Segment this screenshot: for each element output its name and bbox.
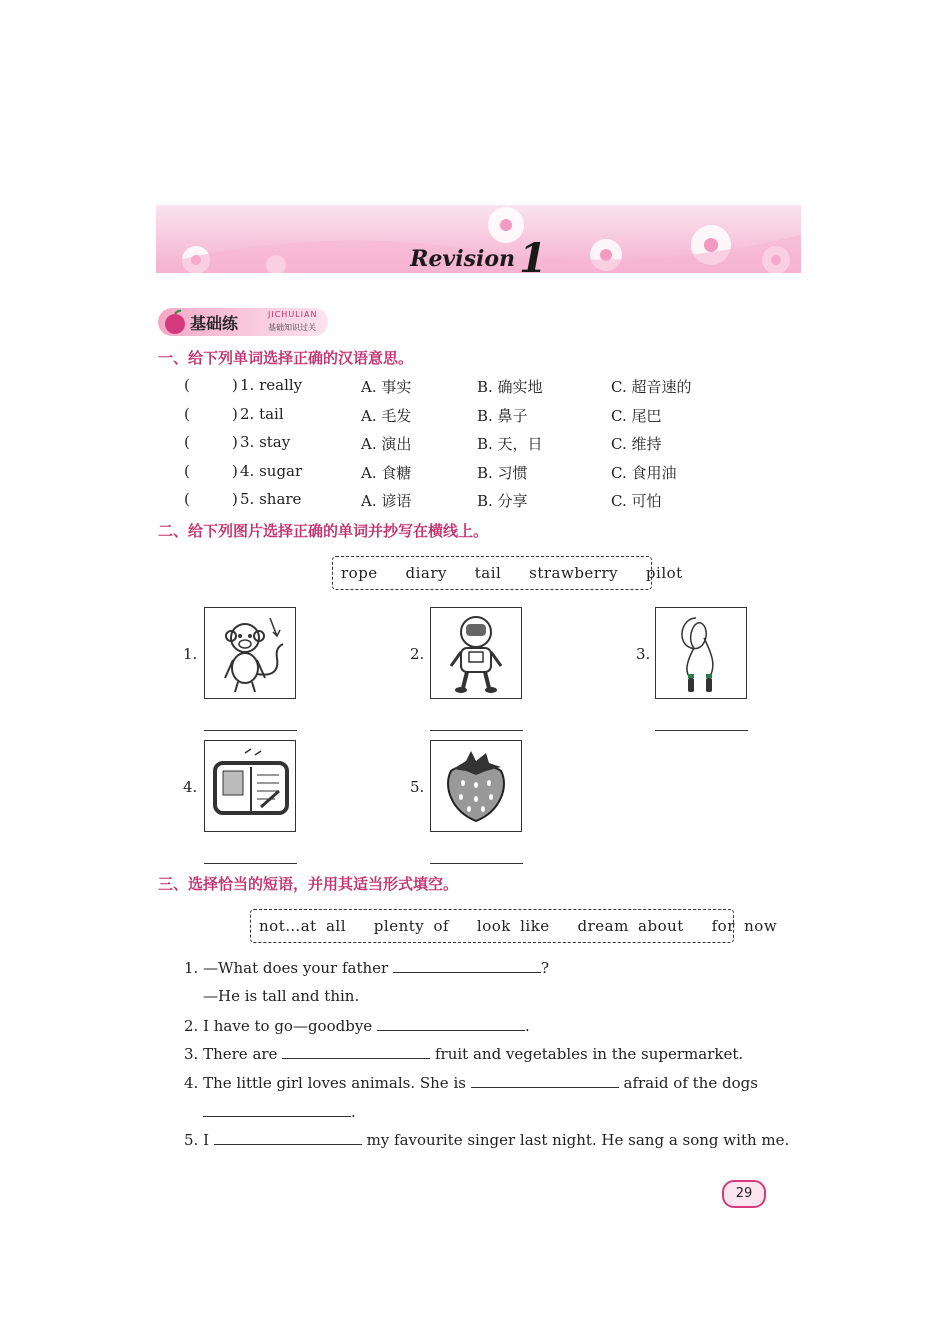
question-text: afraid of the dogs bbox=[623, 1074, 758, 1092]
question-word: 2. tail bbox=[240, 405, 284, 423]
question-text: ? bbox=[541, 959, 550, 977]
apple-icon bbox=[162, 309, 188, 335]
question-1-reply: —He is tall and thin. bbox=[203, 987, 360, 1005]
section1-title: 一、给下列单词选择正确的汉语意思。 bbox=[158, 349, 414, 367]
list-item bbox=[0, 462, 950, 486]
revision-title bbox=[156, 235, 801, 273]
astronaut-pilot-icon bbox=[431, 608, 521, 698]
answer-line[interactable] bbox=[393, 958, 541, 973]
question-text: fruit and vegetables in the supermarket. bbox=[435, 1045, 744, 1063]
question-2 bbox=[184, 1016, 530, 1035]
question-text: 2. I have to go—goodbye bbox=[184, 1017, 373, 1035]
word-bank-text: rope diary tail strawberry pilot bbox=[341, 564, 683, 582]
list-item bbox=[0, 405, 950, 429]
question-4 bbox=[184, 1073, 758, 1092]
option-c: C. 食用油 bbox=[611, 464, 677, 482]
option-c: C. 超音速的 bbox=[611, 378, 692, 396]
question-text: . bbox=[351, 1103, 356, 1121]
answer-paren-close: ) bbox=[232, 490, 238, 508]
question-1 bbox=[184, 958, 549, 977]
option-c: C. 尾巴 bbox=[611, 407, 662, 425]
answer-paren-close: ) bbox=[232, 376, 238, 394]
answer-paren-open: ( bbox=[184, 376, 190, 394]
revision-title-text: Revision bbox=[410, 246, 515, 272]
phrase-bank-text: not…at all plenty of look like dream about for now bbox=[259, 917, 778, 935]
answer-line[interactable] bbox=[471, 1073, 619, 1088]
question-text: my favourite singer last night. He sang a song with me. bbox=[366, 1131, 790, 1149]
phrase-bank-box bbox=[250, 909, 778, 943]
question-3 bbox=[184, 1044, 743, 1063]
answer-paren-close: ) bbox=[232, 433, 238, 451]
option-a: A. 演出 bbox=[361, 435, 412, 453]
picture-number: 4. bbox=[183, 778, 198, 796]
answer-line[interactable] bbox=[430, 730, 523, 731]
jump-rope-icon bbox=[656, 608, 746, 698]
section2-title: 二、给下列图片选择正确的单词并抄写在横线上。 bbox=[158, 522, 489, 540]
option-c: C. 可怕 bbox=[611, 492, 662, 510]
strawberry-icon bbox=[431, 741, 521, 831]
answer-line[interactable] bbox=[430, 863, 523, 864]
option-b: B. 鼻子 bbox=[477, 407, 528, 425]
picture-box bbox=[430, 740, 522, 832]
picture-box bbox=[655, 607, 747, 699]
diary-book-icon bbox=[205, 741, 295, 831]
answer-paren-open: ( bbox=[184, 490, 190, 508]
question-word: 5. share bbox=[240, 490, 302, 508]
question-word: 3. stay bbox=[240, 433, 291, 451]
list-item bbox=[0, 376, 950, 400]
picture-box bbox=[430, 607, 522, 699]
list-item bbox=[0, 490, 950, 514]
revision-banner bbox=[156, 205, 801, 273]
section-badge bbox=[158, 308, 328, 336]
badge-pinyin: JICHULIAN bbox=[268, 310, 318, 319]
option-b: B. 天，日 bbox=[477, 435, 543, 453]
question-4-continued bbox=[203, 1102, 356, 1121]
answer-line[interactable] bbox=[282, 1044, 430, 1059]
option-b: B. 习惯 bbox=[477, 464, 528, 482]
answer-paren-open: ( bbox=[184, 405, 190, 423]
option-a: A. 谚语 bbox=[361, 492, 412, 510]
picture-number: 1. bbox=[183, 645, 198, 663]
question-word: 1. really bbox=[240, 376, 303, 394]
answer-line[interactable] bbox=[204, 730, 297, 731]
answer-paren-open: ( bbox=[184, 462, 190, 480]
answer-line[interactable] bbox=[203, 1102, 351, 1117]
revision-number: 1 bbox=[519, 235, 547, 273]
page-number: 29 bbox=[722, 1180, 766, 1208]
question-text: . bbox=[524, 1017, 530, 1035]
question-text: 3. There are bbox=[184, 1045, 278, 1063]
question-text: 4. The little girl loves animals. She is bbox=[184, 1074, 466, 1092]
option-c: C. 维持 bbox=[611, 435, 662, 453]
option-b: B. 分享 bbox=[477, 492, 528, 510]
answer-paren-open: ( bbox=[184, 433, 190, 451]
answer-line[interactable] bbox=[214, 1130, 362, 1145]
option-b: B. 确实地 bbox=[477, 378, 543, 396]
question-5 bbox=[184, 1130, 789, 1149]
word-bank-box bbox=[332, 556, 683, 590]
picture-box bbox=[204, 607, 296, 699]
answer-paren-close: ) bbox=[232, 462, 238, 480]
picture-number: 2. bbox=[410, 645, 425, 663]
question-text: 1. —What does your father bbox=[184, 959, 389, 977]
option-a: A. 事实 bbox=[361, 378, 412, 396]
option-a: A. 食糖 bbox=[361, 464, 412, 482]
list-item bbox=[0, 433, 950, 457]
question-word: 4. sugar bbox=[240, 462, 303, 480]
section1-list bbox=[0, 376, 950, 521]
answer-paren-close: ) bbox=[232, 405, 238, 423]
monkey-tail-icon bbox=[205, 608, 295, 698]
badge-main-text: 基础练 bbox=[190, 314, 239, 333]
badge-subtitle: 基础知识过关 bbox=[268, 323, 316, 332]
question-text: 5. I bbox=[184, 1131, 210, 1149]
picture-box bbox=[204, 740, 296, 832]
answer-line[interactable] bbox=[204, 863, 297, 864]
section3-title: 三、选择恰当的短语，并用其适当形式填空。 bbox=[158, 875, 459, 893]
picture-number: 3. bbox=[636, 645, 651, 663]
answer-line[interactable] bbox=[655, 730, 748, 731]
picture-number: 5. bbox=[410, 778, 425, 796]
answer-line[interactable] bbox=[377, 1016, 525, 1031]
option-a: A. 毛发 bbox=[361, 407, 412, 425]
